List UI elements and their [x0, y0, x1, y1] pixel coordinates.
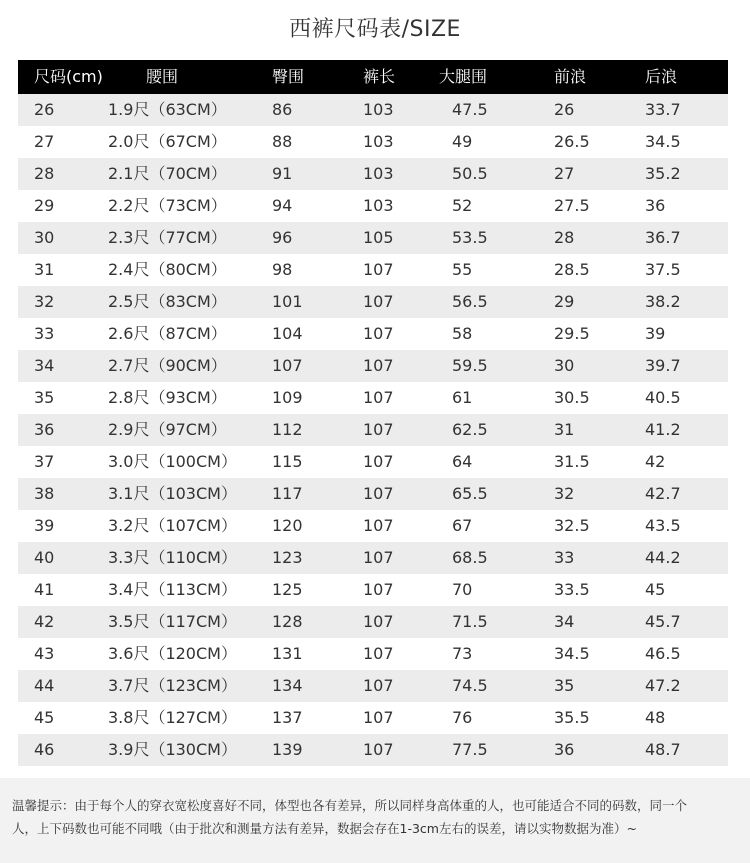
table-row	[18, 702, 728, 734]
header-size: 尺码(cm)	[34, 67, 103, 86]
cell-front-rise: 30.5	[554, 388, 590, 407]
cell-size: 29	[34, 196, 55, 215]
cell-waist: 1.9尺（63CM）	[108, 100, 227, 119]
cell-length: 107	[363, 420, 394, 439]
cell-front-rise: 26.5	[554, 132, 590, 151]
cell-front-rise: 32.5	[554, 516, 590, 535]
cell-thigh: 62.5	[452, 420, 488, 439]
table-row	[18, 254, 728, 286]
table-row	[18, 222, 728, 254]
cell-hip: 125	[272, 580, 303, 599]
cell-waist: 3.1尺（103CM）	[108, 484, 237, 503]
cell-size: 45	[34, 708, 55, 727]
table-row	[18, 542, 728, 574]
cell-waist: 3.4尺（113CM）	[108, 580, 237, 599]
cell-thigh: 76	[452, 708, 473, 727]
cell-hip: 117	[272, 484, 303, 503]
cell-waist: 3.7尺（123CM）	[108, 676, 237, 695]
cell-front-rise: 34.5	[554, 644, 590, 663]
cell-hip: 86	[272, 100, 293, 119]
cell-thigh: 64	[452, 452, 473, 471]
cell-thigh: 70	[452, 580, 473, 599]
cell-back-rise: 41.2	[645, 420, 681, 439]
cell-size: 39	[34, 516, 55, 535]
cell-front-rise: 29.5	[554, 324, 590, 343]
cell-thigh: 52	[452, 196, 473, 215]
cell-size: 38	[34, 484, 55, 503]
header-thigh: 大腿围	[439, 67, 488, 86]
table-row	[18, 638, 728, 670]
cell-size: 33	[34, 324, 55, 343]
cell-hip: 120	[272, 516, 303, 535]
table-row	[18, 574, 728, 606]
cell-front-rise: 34	[554, 612, 575, 631]
table-row	[18, 126, 728, 158]
cell-size: 41	[34, 580, 55, 599]
cell-front-rise: 28.5	[554, 260, 590, 279]
cell-waist: 2.0尺（67CM）	[108, 132, 227, 151]
cell-thigh: 71.5	[452, 612, 488, 631]
cell-thigh: 58	[452, 324, 473, 343]
cell-thigh: 61	[452, 388, 473, 407]
cell-thigh: 49	[452, 132, 473, 151]
cell-front-rise: 27	[554, 164, 575, 183]
cell-front-rise: 27.5	[554, 196, 590, 215]
table-row	[18, 94, 728, 126]
cell-thigh: 77.5	[452, 740, 488, 759]
cell-front-rise: 28	[554, 228, 575, 247]
cell-back-rise: 36.7	[645, 228, 681, 247]
cell-size: 28	[34, 164, 55, 183]
cell-length: 107	[363, 676, 394, 695]
cell-size: 36	[34, 420, 55, 439]
cell-hip: 123	[272, 548, 303, 567]
cell-thigh: 73	[452, 644, 473, 663]
size-table	[18, 60, 728, 766]
cell-length: 107	[363, 708, 394, 727]
table-row	[18, 510, 728, 542]
cell-front-rise: 33.5	[554, 580, 590, 599]
cell-waist: 3.3尺（110CM）	[108, 548, 237, 567]
header-hip: 臀围	[272, 67, 305, 86]
cell-back-rise: 45	[645, 580, 666, 599]
cell-front-rise: 33	[554, 548, 575, 567]
page-title: 西裤尺码表/SIZE	[289, 17, 461, 42]
cell-back-rise: 42	[645, 452, 666, 471]
cell-back-rise: 48	[645, 708, 666, 727]
cell-size: 43	[34, 644, 55, 663]
cell-length: 103	[363, 100, 394, 119]
cell-waist: 3.0尺（100CM）	[108, 452, 237, 471]
cell-hip: 128	[272, 612, 303, 631]
cell-hip: 96	[272, 228, 293, 247]
table-row	[18, 190, 728, 222]
cell-thigh: 68.5	[452, 548, 488, 567]
cell-length: 103	[363, 132, 394, 151]
cell-waist: 3.5尺（117CM）	[108, 612, 237, 631]
cell-waist: 3.8尺（127CM）	[108, 708, 237, 727]
cell-front-rise: 36	[554, 740, 575, 759]
cell-length: 107	[363, 388, 394, 407]
cell-length: 107	[363, 292, 394, 311]
cell-length: 103	[363, 196, 394, 215]
table-row	[18, 446, 728, 478]
cell-hip: 112	[272, 420, 303, 439]
cell-size: 37	[34, 452, 55, 471]
cell-thigh: 53.5	[452, 228, 488, 247]
table-row	[18, 606, 728, 638]
cell-back-rise: 48.7	[645, 740, 681, 759]
cell-waist: 2.2尺（73CM）	[108, 196, 227, 215]
cell-size: 34	[34, 356, 55, 375]
cell-back-rise: 34.5	[645, 132, 681, 151]
cell-front-rise: 30	[554, 356, 575, 375]
cell-hip: 107	[272, 356, 303, 375]
cell-thigh: 59.5	[452, 356, 488, 375]
cell-hip: 88	[272, 132, 293, 151]
cell-length: 107	[363, 612, 394, 631]
cell-thigh: 67	[452, 516, 473, 535]
table-row	[18, 734, 728, 766]
cell-front-rise: 29	[554, 292, 575, 311]
table-row	[18, 478, 728, 510]
cell-length: 107	[363, 260, 394, 279]
cell-waist: 2.4尺（80CM）	[108, 260, 227, 279]
cell-size: 44	[34, 676, 55, 695]
cell-waist: 2.1尺（70CM）	[108, 164, 227, 183]
cell-waist: 2.3尺（77CM）	[108, 228, 227, 247]
cell-hip: 131	[272, 644, 303, 663]
cell-waist: 2.9尺（97CM）	[108, 420, 227, 439]
cell-waist: 2.6尺（87CM）	[108, 324, 227, 343]
cell-thigh: 47.5	[452, 100, 488, 119]
cell-hip: 91	[272, 164, 293, 183]
cell-length: 107	[363, 356, 394, 375]
cell-length: 103	[363, 164, 394, 183]
table-row	[18, 382, 728, 414]
cell-length: 105	[363, 228, 394, 247]
cell-hip: 94	[272, 196, 293, 215]
cell-back-rise: 44.2	[645, 548, 681, 567]
cell-size: 30	[34, 228, 55, 247]
tip-line-1: 温馨提示：由于每个人的穿衣宽松度喜好不同，体型也各有差异，所以同样身高体重的人，也可能适合不同的码数，同一个	[12, 798, 688, 813]
cell-back-rise: 33.7	[645, 100, 681, 119]
cell-size: 27	[34, 132, 55, 151]
cell-front-rise: 32	[554, 484, 575, 503]
cell-back-rise: 42.7	[645, 484, 681, 503]
cell-back-rise: 46.5	[645, 644, 681, 663]
cell-thigh: 56.5	[452, 292, 488, 311]
cell-hip: 104	[272, 324, 303, 343]
cell-front-rise: 31.5	[554, 452, 590, 471]
cell-back-rise: 45.7	[645, 612, 681, 631]
cell-size: 31	[34, 260, 55, 279]
cell-front-rise: 26	[554, 100, 575, 119]
cell-hip: 139	[272, 740, 303, 759]
cell-size: 42	[34, 612, 55, 631]
cell-back-rise: 40.5	[645, 388, 681, 407]
cell-size: 46	[34, 740, 55, 759]
cell-length: 107	[363, 516, 394, 535]
table-row	[18, 286, 728, 318]
cell-length: 107	[363, 548, 394, 567]
cell-hip: 137	[272, 708, 303, 727]
cell-back-rise: 38.2	[645, 292, 681, 311]
cell-front-rise: 35.5	[554, 708, 590, 727]
table-row	[18, 414, 728, 446]
cell-hip: 134	[272, 676, 303, 695]
header-back-rise: 后浪	[645, 67, 678, 86]
tip-box	[0, 778, 750, 863]
cell-length: 107	[363, 644, 394, 663]
table-row	[18, 158, 728, 190]
table-row	[18, 318, 728, 350]
cell-thigh: 74.5	[452, 676, 488, 695]
cell-back-rise: 43.5	[645, 516, 681, 535]
cell-front-rise: 35	[554, 676, 575, 695]
cell-waist: 3.9尺（130CM）	[108, 740, 237, 759]
cell-size: 40	[34, 548, 55, 567]
table-header	[18, 60, 728, 94]
cell-waist: 2.5尺（83CM）	[108, 292, 227, 311]
cell-hip: 109	[272, 388, 303, 407]
cell-size: 35	[34, 388, 55, 407]
cell-waist: 2.7尺（90CM）	[108, 356, 227, 375]
cell-front-rise: 31	[554, 420, 575, 439]
cell-waist: 3.6尺（120CM）	[108, 644, 237, 663]
cell-thigh: 55	[452, 260, 473, 279]
cell-length: 107	[363, 740, 394, 759]
header-front-rise: 前浪	[554, 67, 587, 86]
cell-back-rise: 39.7	[645, 356, 681, 375]
cell-length: 107	[363, 324, 394, 343]
cell-thigh: 65.5	[452, 484, 488, 503]
cell-length: 107	[363, 484, 394, 503]
cell-length: 107	[363, 452, 394, 471]
header-length: 裤长	[363, 67, 396, 86]
cell-size: 26	[34, 100, 55, 119]
cell-hip: 98	[272, 260, 293, 279]
table-row	[18, 670, 728, 702]
cell-thigh: 50.5	[452, 164, 488, 183]
cell-size: 32	[34, 292, 55, 311]
cell-hip: 101	[272, 292, 303, 311]
cell-back-rise: 36	[645, 196, 666, 215]
cell-waist: 2.8尺（93CM）	[108, 388, 227, 407]
cell-back-rise: 47.2	[645, 676, 681, 695]
cell-length: 107	[363, 580, 394, 599]
cell-back-rise: 35.2	[645, 164, 681, 183]
tip-line-2: 人，上下码数也可能不同哦（由于批次和测量方法有差异，数据会存在1-3cm左右的误差，请以实物数据为准）~	[12, 821, 637, 836]
table-row	[18, 350, 728, 382]
cell-back-rise: 37.5	[645, 260, 681, 279]
header-waist: 腰围	[146, 67, 179, 86]
cell-waist: 3.2尺（107CM）	[108, 516, 237, 535]
cell-back-rise: 39	[645, 324, 666, 343]
cell-hip: 115	[272, 452, 303, 471]
table-body	[18, 94, 728, 766]
